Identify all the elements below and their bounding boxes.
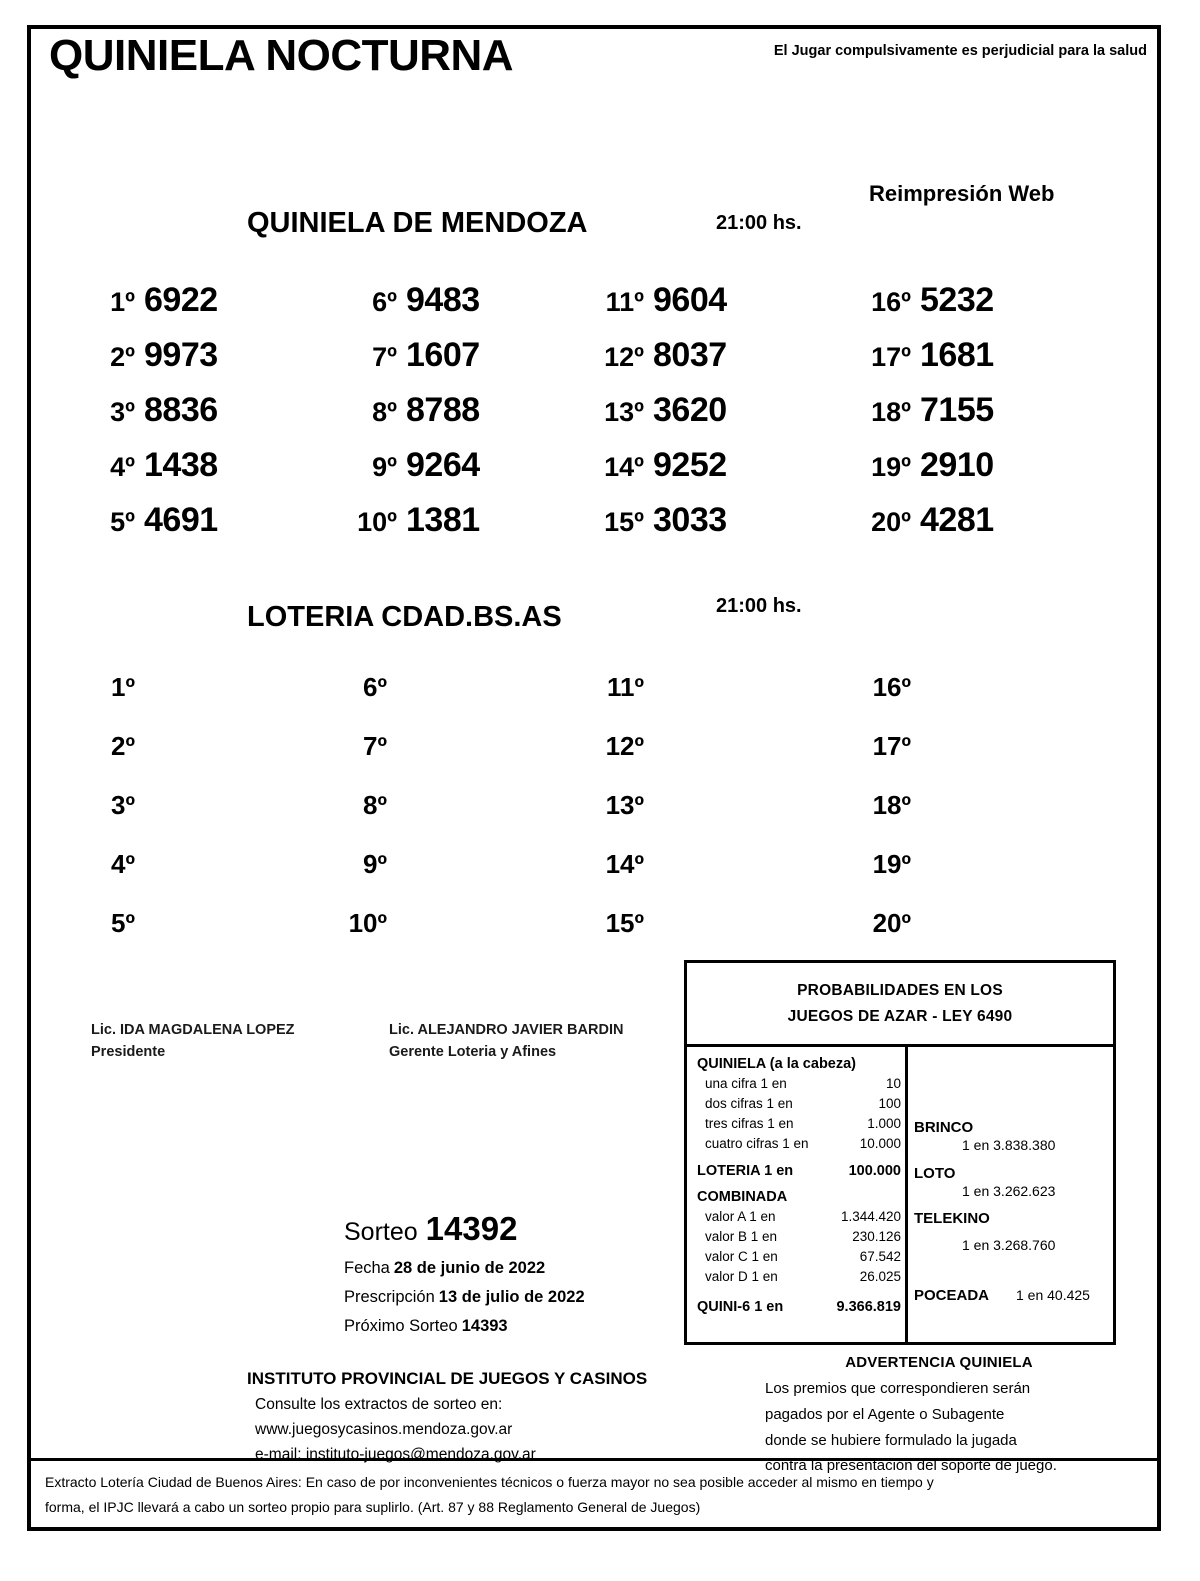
probability-label: valor A 1 en [705, 1208, 776, 1224]
result-number: 9252 [653, 446, 727, 484]
quini6-row [697, 1299, 905, 1315]
result-number: 4691 [144, 501, 218, 539]
result-number: 8836 [144, 391, 218, 429]
result-position: 5º [110, 507, 135, 537]
result-number: 9604 [653, 281, 727, 319]
result-position: 14º [605, 849, 644, 879]
page-title: QUINIELA NOCTURNA [49, 31, 514, 80]
result-row [89, 731, 144, 790]
result-position: 11º [605, 287, 644, 317]
fecha-label: Fecha [344, 1259, 390, 1278]
game-odds: 1 en 3.262.623 [962, 1183, 1056, 1199]
result-position: 2º [110, 342, 135, 372]
result-position: 1º [111, 672, 135, 702]
instituto-line: Consulte los extractos de sorteo en: [255, 1396, 503, 1413]
result-row [584, 501, 727, 556]
result-number: 7155 [920, 391, 994, 429]
header [31, 29, 1157, 89]
fecha-value: 28 de junio de 2022 [393, 1259, 546, 1278]
result-row [89, 849, 144, 908]
result-row [851, 281, 994, 336]
result-number: 5232 [920, 281, 994, 319]
combinada-header: COMBINADA [697, 1188, 788, 1205]
result-position: 2º [111, 731, 135, 761]
result-number: 6922 [144, 281, 218, 319]
gambling-warning: El Jugar compulsivamente es perjudicial para la salud [773, 43, 1147, 59]
probabilities-title [687, 963, 1113, 1047]
probability-value: 1.000 [867, 1115, 901, 1131]
advertencia-line: donde se hubiere formulado la jugada [765, 1431, 1017, 1449]
result-number: 1607 [406, 336, 480, 374]
result-row [89, 281, 218, 336]
quini6-value: 9.366.819 [836, 1298, 901, 1315]
result-position: 19º [872, 849, 911, 879]
advertencia-line: Los premios que correspondieren serán [765, 1380, 1031, 1397]
result-row [331, 908, 396, 967]
probability-label: cuatro cifras 1 en [705, 1135, 809, 1151]
section-time-loteria-caba: 21:00 hs. [716, 595, 802, 617]
result-row [584, 446, 727, 501]
result-row [89, 336, 218, 391]
section-time-quiniela-mendoza: 21:00 hs. [716, 212, 802, 234]
result-position: 17º [871, 342, 911, 372]
result-row [341, 336, 480, 391]
probability-row [697, 1227, 905, 1247]
result-position: 18º [872, 790, 911, 820]
fecha-row [344, 1254, 585, 1283]
result-row [89, 672, 144, 731]
signature-role: Gerente Loteria y Afines [389, 1044, 557, 1061]
result-position: 18º [871, 397, 911, 427]
result-position: 8º [372, 397, 397, 427]
reprint-label: Reimpresión Web [869, 181, 1055, 206]
signature-name: Lic. ALEJANDRO JAVIER BARDIN [389, 1022, 624, 1038]
result-number: 3620 [653, 391, 727, 429]
instituto-website[interactable]: www.juegosycasinos.mendoza.gov.ar [255, 1421, 513, 1439]
result-row [851, 336, 994, 391]
result-row [89, 790, 144, 849]
prescripcion-label: Prescripción [344, 1288, 435, 1307]
result-number: 3033 [653, 501, 727, 539]
game-name: TELEKINO [914, 1210, 990, 1227]
result-number: 1438 [144, 446, 218, 484]
probability-label: tres cifras 1 en [705, 1115, 794, 1131]
probabilities-box [684, 960, 1116, 1345]
result-row [89, 908, 144, 967]
result-row [584, 391, 727, 446]
section-title-quiniela-mendoza: QUINIELA DE MENDOZA [247, 207, 588, 239]
result-row [584, 336, 727, 391]
game-odds: 1 en 3.268.760 [962, 1237, 1056, 1253]
results-column [331, 672, 396, 967]
result-position: 7º [372, 342, 397, 372]
signature-president [91, 1019, 295, 1064]
signature-role: Presidente [91, 1044, 166, 1061]
result-row [89, 446, 218, 501]
probability-label: dos cifras 1 en [705, 1095, 793, 1111]
result-row [851, 501, 994, 556]
prescripcion-value: 13 de julio de 2022 [438, 1288, 585, 1307]
proximo-sorteo-label: Próximo Sorteo [344, 1317, 458, 1336]
result-row [584, 790, 653, 849]
advertencia-title: ADVERTENCIA QUINIELA [845, 1354, 1033, 1371]
result-row [851, 672, 920, 731]
instituto-title: INSTITUTO PROVINCIAL DE JUEGOS Y CASINOS [247, 1369, 648, 1388]
probability-row [697, 1267, 905, 1287]
result-position: 12º [604, 342, 644, 372]
sorteo-number: 14392 [425, 1210, 518, 1247]
result-number: 9973 [144, 336, 218, 374]
result-position: 7º [363, 731, 387, 761]
probability-value: 230.126 [852, 1228, 901, 1244]
results-column [89, 281, 218, 556]
probability-value: 10.000 [859, 1135, 901, 1151]
result-row [584, 281, 727, 336]
loteria-row [697, 1163, 905, 1179]
result-position: 9º [372, 452, 397, 482]
advertencia-line: contra la presentación del soporte de juego. [765, 1457, 1057, 1475]
probabilities-title-line1: PROBABILIDADES EN LOS [797, 981, 1003, 999]
result-position: 4º [111, 849, 135, 879]
result-row [851, 790, 920, 849]
result-row [341, 446, 480, 501]
result-position: 13º [605, 790, 644, 820]
loteria-label: LOTERIA 1 en [697, 1162, 794, 1179]
result-position: 6º [363, 672, 387, 702]
probability-label: valor D 1 en [705, 1268, 778, 1284]
result-position: 13º [604, 397, 644, 427]
results-column [851, 281, 994, 556]
result-row [584, 672, 653, 731]
results-grid-quiniela-mendoza [31, 281, 1157, 561]
result-row [89, 501, 218, 556]
result-position: 14º [604, 452, 644, 482]
result-row [341, 501, 480, 556]
result-position: 11º [607, 672, 644, 702]
bottom-disclaimer [31, 1458, 1157, 1527]
quiniela-rows [697, 1074, 905, 1154]
result-row [89, 391, 218, 446]
quini6-label: QUINI-6 1 en [697, 1298, 784, 1315]
result-position: 12º [605, 731, 644, 761]
probabilities-title-line2: JUEGOS DE AZAR - LEY 6490 [787, 1007, 1013, 1025]
result-row [851, 391, 994, 446]
sorteo-details [344, 1254, 585, 1341]
disclaimer-line-1: Extracto Lotería Ciudad de Buenos Aires: En caso de por inconvenientes técnicos o fuerza mayor no sea posible acceder al mismo en tiempo y [45, 1474, 934, 1490]
probability-row [697, 1247, 905, 1267]
results-column [851, 672, 920, 967]
game-name: POCEADA [914, 1287, 990, 1304]
probability-row [697, 1074, 905, 1094]
result-row [331, 731, 396, 790]
probability-row [697, 1114, 905, 1134]
results-column [584, 281, 727, 556]
result-position: 5º [111, 908, 135, 938]
result-position: 16º [871, 287, 911, 317]
result-position: 8º [363, 790, 387, 820]
probability-value: 1.344.420 [840, 1208, 901, 1224]
section-title-loteria-caba: LOTERIA CDAD.BS.AS [247, 601, 562, 633]
probability-label: valor B 1 en [705, 1228, 778, 1244]
result-row [331, 790, 396, 849]
result-row [851, 446, 994, 501]
result-position: 9º [363, 849, 387, 879]
result-position: 10º [348, 908, 387, 938]
result-row [584, 731, 653, 790]
prescripcion-row [344, 1283, 585, 1312]
game-odds: 1 en 3.838.380 [962, 1137, 1056, 1153]
result-position: 20º [871, 507, 911, 537]
sorteo-label: Sorteo [344, 1218, 418, 1246]
probabilities-right-column [908, 1047, 1113, 1342]
proximo-sorteo-row [344, 1312, 585, 1341]
result-position: 4º [110, 452, 135, 482]
probability-value: 10 [885, 1076, 901, 1091]
results-column [341, 281, 480, 556]
result-position: 10º [357, 507, 397, 537]
result-position: 6º [372, 287, 397, 317]
instituto-email[interactable]: e-mail: instituto-juegos@mendoza.gov.ar [255, 1446, 536, 1464]
result-row [584, 849, 653, 908]
probabilities-left-column [687, 1047, 908, 1342]
result-number: 8037 [653, 336, 727, 374]
probability-row [697, 1094, 905, 1114]
result-position: 19º [871, 452, 911, 482]
probability-row [697, 1207, 905, 1227]
probability-value: 26.025 [859, 1268, 901, 1284]
result-row [584, 908, 653, 967]
result-row [341, 391, 480, 446]
result-position: 15º [604, 507, 644, 537]
results-grid-loteria-caba [31, 672, 1157, 972]
result-row [341, 281, 480, 336]
result-position: 1º [110, 287, 135, 317]
proximo-sorteo-value: 14393 [461, 1317, 508, 1336]
result-number: 8788 [406, 391, 480, 429]
results-column [584, 672, 653, 967]
probabilities-body [687, 1047, 1113, 1342]
probability-label: valor C 1 en [705, 1248, 778, 1264]
game-odds: 1 en 40.425 [1016, 1287, 1090, 1303]
ticket-page [27, 25, 1161, 1531]
result-row [851, 731, 920, 790]
result-number: 1681 [920, 336, 994, 374]
result-number: 1381 [406, 501, 480, 539]
result-row [851, 908, 920, 967]
result-position: 20º [872, 908, 911, 938]
game-name: LOTO [914, 1165, 956, 1182]
sorteo-info [344, 1211, 585, 1341]
signature-name: Lic. IDA MAGDALENA LOPEZ [91, 1022, 295, 1038]
result-position: 3º [111, 790, 135, 820]
results-column [89, 672, 144, 967]
combinada-rows [697, 1207, 905, 1287]
result-position: 15º [605, 908, 644, 938]
result-row [331, 849, 396, 908]
disclaimer-line-2: forma, el IPJC llevará a cabo un sorteo propio para suplirlo. (Art. 87 y 88 Reglamento General de Juegos) [45, 1498, 701, 1515]
result-number: 9483 [406, 281, 480, 319]
result-row [331, 672, 396, 731]
probability-row [697, 1134, 905, 1154]
signature-manager [389, 1019, 623, 1064]
probability-value: 100 [878, 1095, 901, 1111]
advertencia-line: pagados por el Agente o Subagente [765, 1405, 1005, 1423]
probability-value: 67.542 [859, 1248, 901, 1264]
game-name: BRINCO [914, 1119, 974, 1136]
result-position: 17º [872, 731, 911, 761]
sorteo-number-line [344, 1211, 585, 1247]
loteria-value: 100.000 [848, 1162, 901, 1179]
result-number: 2910 [920, 446, 994, 484]
result-row [851, 849, 920, 908]
result-position: 3º [110, 397, 135, 427]
instituto-block [247, 1369, 647, 1467]
result-position: 16º [872, 672, 911, 702]
probability-label: una cifra 1 en [705, 1076, 787, 1091]
result-number: 4281 [920, 501, 994, 539]
result-number: 9264 [406, 446, 480, 484]
quiniela-header: QUINIELA (a la cabeza) [697, 1056, 857, 1072]
